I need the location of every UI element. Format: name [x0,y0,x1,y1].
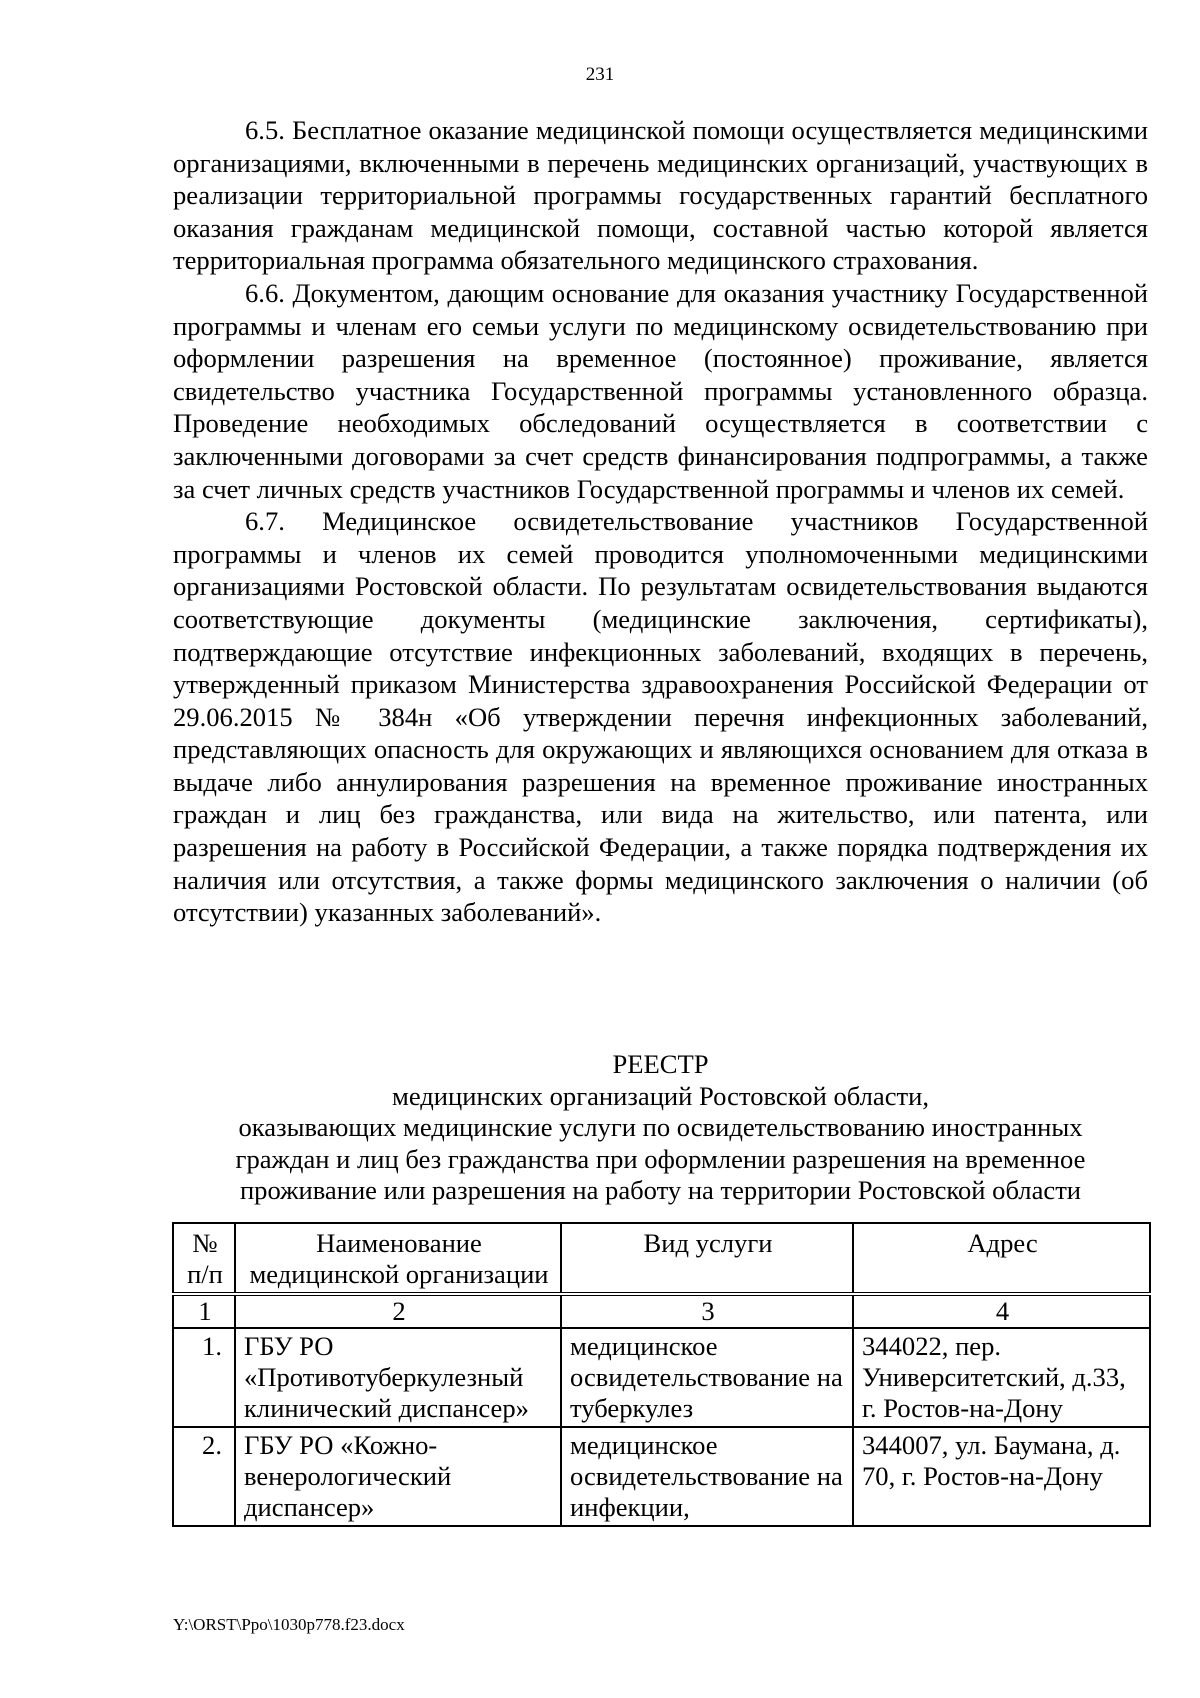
column-number: 3 [561,1294,853,1328]
registry-subtitle-line: проживание или разрешения на работу на территории Ростовской области [239,1175,1082,1205]
registry-subtitle-line: медицинских организаций Ростовской области, [391,1080,930,1111]
service-type: медицинское освидетельствование на туберкулез [561,1328,853,1427]
file-path-footer: Y:\ORST\Ppo\1030p778.f23.docx [173,1615,405,1634]
column-number: 4 [853,1294,1150,1328]
organization-address: 344022, пер. Университетский, д.33, г. Ростов-на-Дону [853,1328,1150,1427]
registry-heading [173,1049,1148,1207]
registry-subtitle-line: граждан и лиц без гражданства при оформлении разрешения на временное [235,1143,1086,1174]
paragraph-6-7: 6.7. Медицинское освидетельствование участников Государственной программы и членов их семей проводится уполномоченными медицинскими организациями Ростовской области. По результатам освидетельствования выдаются соответствующие документы (медицинские заключения, сертификаты), подтверждающие отсутствие инфекционных заболеваний, входящих в перечень, утвержденный приказом Министерства здравоохранения Российской Федерации от 29.06.2015 № 384н «Об утверждении перечня инфекционных заболеваний, представляющих опасность для окружающих и являющихся основанием для отказа в выдаче либо аннулирования разрешения на временное проживание иностранных граждан и лиц без гражданства, или вида на жительство, или патента, или разрешения на работу в Российской Федерации, а также порядка подтверждения их наличия или отсутствия, а также формы медицинского заключения о наличии (об отсутствии) указанных заболеваний». [173,506,1148,928]
row-number: 2. [173,1427,235,1526]
table-row [173,1427,1150,1526]
header-service: Вид услуги [561,1223,853,1294]
registry-title: РЕЕСТР [612,1049,709,1079]
header-organization: Наименование медицинской организации [235,1223,561,1294]
registry-table [172,1222,1151,1527]
paragraph-6-5: 6.5. Бесплатное оказание медицинской помощи осуществляется медицинскими организациями, включенными в перечень медицинских организаций, участвующих в реализации территориальной программы государственных гарантий бесплатного оказания гражданам медицинской помощи, составной частью которой является территориальная программа обязательного медицинского страхования. [173,115,1148,276]
organization-address: 344007, ул. Баумана, д. 70, г. Ростов-на-Дону [853,1427,1150,1526]
column-number-row [173,1294,1150,1328]
row-number: 1. [173,1328,235,1427]
table-header-row [173,1223,1150,1294]
registry-subtitle-line: оказывающих медицинские услуги по освидетельствованию иностранных [238,1112,1083,1142]
page-number: 231 [585,64,615,85]
service-type: медицинское освидетельствование на инфекции, [561,1427,853,1526]
organization-name: ГБУ РО «Кожно-венерологический диспансер» [235,1427,561,1526]
paragraph-6-6: 6.6. Документом, дающим основание для оказания участнику Государственной программы и членам его семьи услуги по медицинскому освидетельствованию при оформлении разрешения на временное (постоянное) проживание, является свидетельство участника Государственной программы установленного образца. Проведение необходимых обследований осуществляется в соответствии с заключенными договорами за счет средств финансирования подпрограммы, а также за счет личных средств участников Государственной программы и членов их семей. [173,277,1148,504]
header-number: № п/п [173,1223,235,1294]
column-number: 1 [173,1294,235,1328]
organization-name: ГБУ РО «Противотуберкулезный клинический диспансер» [235,1328,561,1427]
document-body [173,114,1148,929]
header-address: Адрес [853,1223,1150,1294]
table-row [173,1328,1150,1427]
column-number: 2 [235,1294,561,1328]
